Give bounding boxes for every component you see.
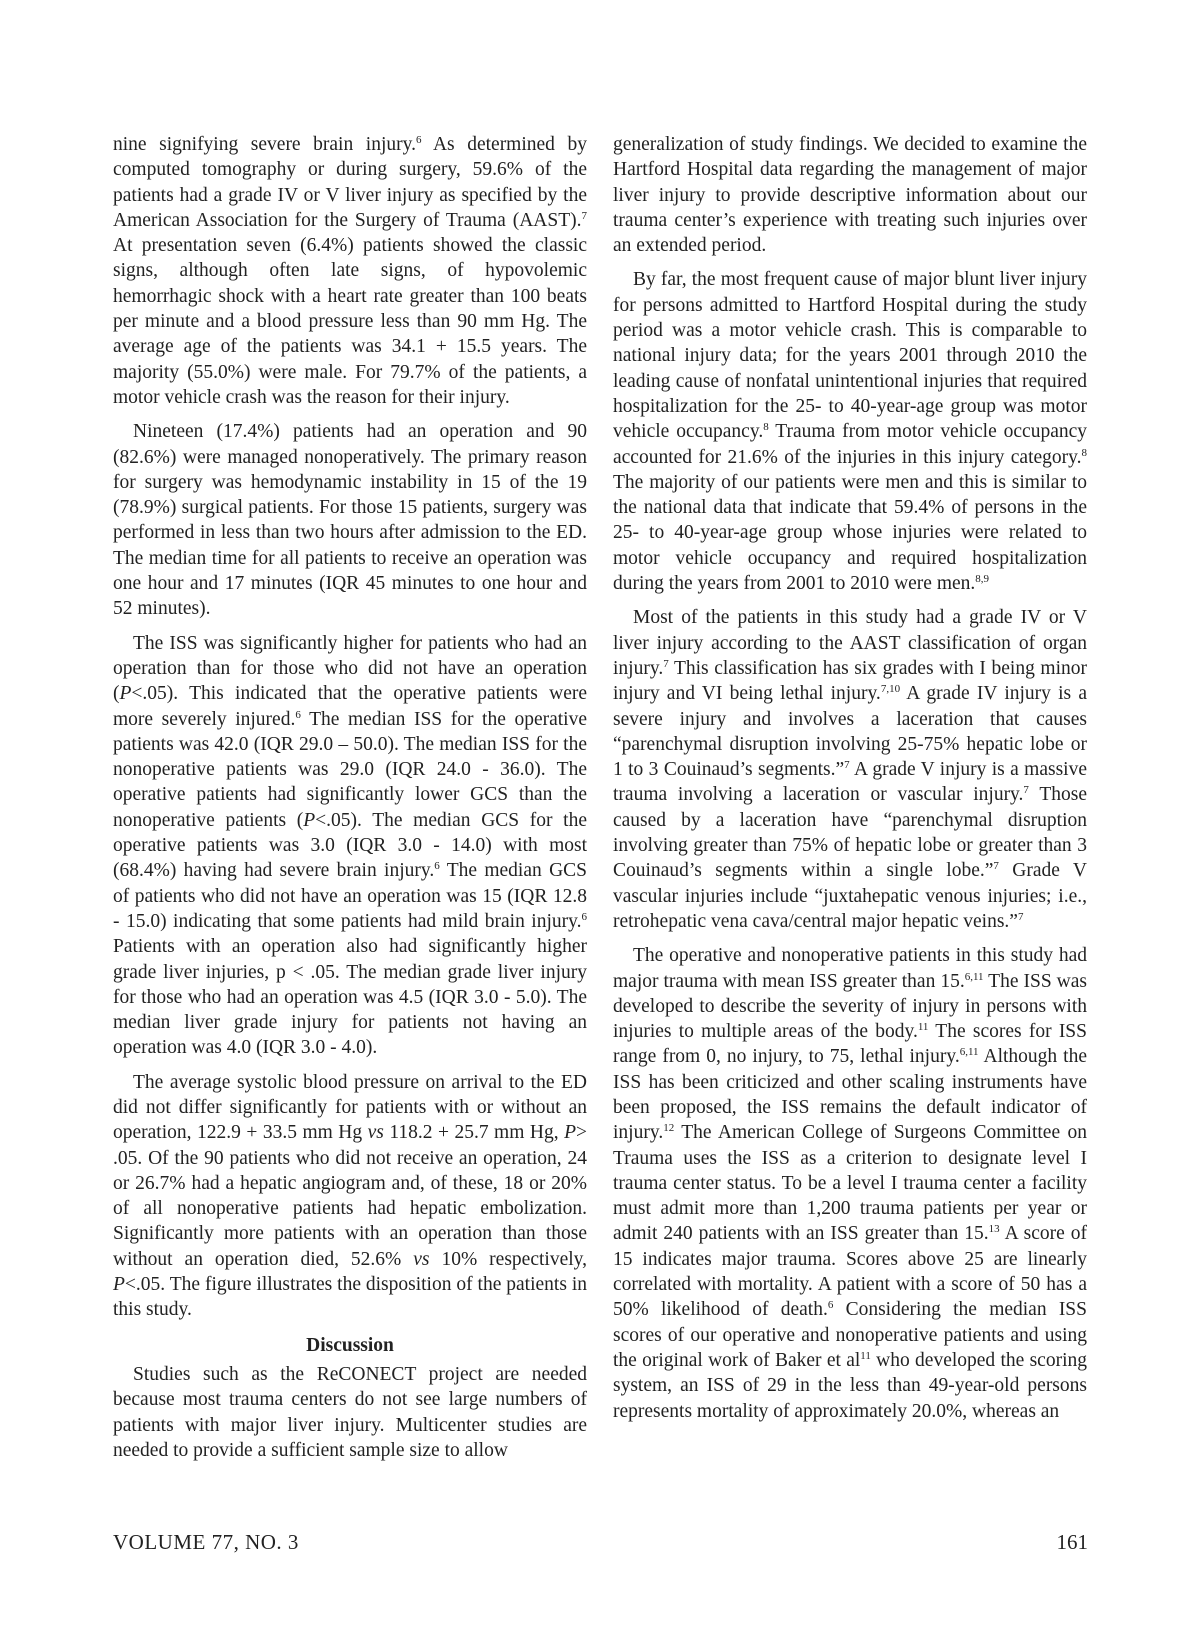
citation: 13 — [988, 1223, 1000, 1236]
paragraph: By far, the most frequent cause of major blunt liver injury for persons admitted to Hartford Hospital during the study period was a motor vehicle crash. This is comparable to national injury data; for the years 2001 through 2010 the leading cause of nonfatal unintentional injuries that required hospitalization for the 25- to 40-year-age group was motor vehicle occupancy.$^8$ Trauma from motor vehicle occupancy accounted for 21.6% of the injuries in this injury category.$^8$ The majority of our patients were men and this is similar to the national data that indicate that 59.4% of persons in the 25- to 40-year-age group whose injuries were related to motor vehicle occupancy and required hospitalization during the years from 2001 to 2010 were men.$^{8,9}$ — [613, 269, 1088, 595]
paragraph: The average systolic blood pressure on arrival to the ED did not differ significantly for patients with or without an operation, 122.9 + 33.5 mm Hg vs 118.2 + 25.7 mm Hg, P> .05. Of the 90 patients who did not receive an operation, 24 or 26.7% had a hepatic angiogram and, of these, 18 or 20% of all nonoperative patients had hepatic embolization. Significantly more patients with an operation than those without an operation died, 52.6% vs 10% respectively, P<.05. The figure illustrates the disposition of the patients in this study. — [113, 1071, 587, 1321]
citation: 7 — [663, 657, 669, 670]
paragraph: Nineteen (17.4%) patients had an operation and 90 (82.6%) were managed nonoperatively. The primary reason for surgery was hemodynamic instability in 15 of the 19 (78.9%) surgical patients. For those 15 patients, surgery was performed in less than two hours after admission to the ED. The median time for all patients to receive an operation was one hour and 17 minutes (IQR 45 minutes to one hour and 52 minutes). — [113, 421, 587, 620]
citation: 7 — [1017, 910, 1024, 923]
citation: 6 — [827, 1299, 834, 1312]
citation: 7 — [1023, 784, 1029, 797]
paragraph: nine signifying severe brain injury.$^6$ As determined by computed tomography or during surgery, 59.6% of the patients had a grade IV or V liver injury as specified by the American Association for the Surgery of Trauma (AAST).$^7$ At presentation seven (6.4%) patients showed the classic signs, although often late signs, of hypovolemic hemorrhagic shock with a heart rate greater than 100 beats per minute and a blood pressure less than 90 mm Hg. The average age of the patients was 34.1 + 15.5 years. The majority (55.0%) were male. For 79.7% of the patients, a motor vehicle crash was the reason for their injury. — [113, 134, 587, 408]
citation: 6 — [434, 860, 440, 873]
paragraph: Most of the patients in this study had a grade IV or V liver injury according to the AAST classification of organ injury.$^7$ This classification has six grades with I being minor injury and VI being lethal injury.$^{7,10}$ A grade IV injury is a severe injury and involves a laceration that causes “parenchymal disruption involving 25-75% hepatic lobe or 1 to 3 Couinaud’s segments.”$^7$ A grade V injury is a massive trauma involving a laceration or vascular injury.$^7$ Those caused by a laceration have “parenchymal disruption involving greater than 75% of hepatic lobe or greater than 3 Couinaud’s segments within a single lobe.”$^7$ Grade V vascular injuries include “juxtahepatic venous injuries; i.e., retrohepatic vena cava/central major hepatic veins.”$^7$ — [613, 607, 1087, 932]
citation: 6,11 — [964, 970, 984, 983]
citation: 11 — [917, 1021, 929, 1034]
citation: 7 — [844, 759, 850, 772]
page-number: 161 — [1056, 1530, 1088, 1554]
citation: 7 — [993, 860, 999, 873]
paragraph: The operative and nonoperative patients in this study had major trauma with mean ISS greater than 15.$^{6,11}$ The ISS was developed to describe the severity of injury in persons with injuries to multiple areas of the body.$^{11}$ The scores for ISS range from 0, no injury, to 75, lethal injury.$^{6,11}$ Although the ISS has been criticized and other scaling instruments have been proposed, the ISS remains the default indicator of injury.$^{12}$ The American College of Surgeons Committee on Trauma uses the ISS as a criterion to designate level I trauma center status. To be a level I trauma center a facility must admit more than 1,200 trauma patients per year or admit 240 patients with an ISS greater than 15.13 A score of 15 indicates major trauma. Scores above 25 are linearly correlated with mortality. A patient with a score of 50 has a 50% likelihood of death.$^6$ Considering the median ISS scores of our operative and nonoperative patients and using the original work of Baker et $al^{11}$ who developed the scoring system, an ISS of 29 in the less than 49-year-old persons represents mortality of approximately 20.0%, whereas an — [613, 945, 1088, 1422]
citation: 6 — [581, 910, 587, 923]
paragraph: Studies such as the ReCONECT project are needed because most trauma centers do not see large numbers of patients with major liver injury. Multicenter studies are needed to provide a sufficient sample size to allow — [113, 1363, 587, 1461]
citation: 8 — [1081, 446, 1087, 459]
citation: 11 — [860, 1349, 871, 1362]
citation: 6 — [415, 134, 422, 146]
citation: 7,10 — [880, 683, 901, 696]
citation: 12 — [663, 1122, 675, 1135]
citation: 7 — [581, 209, 587, 222]
citation: 6 — [295, 708, 301, 721]
citation: 8 — [763, 421, 769, 434]
citation: 6,11 — [959, 1046, 979, 1059]
citation: 8,9 — [975, 573, 990, 586]
journal-volume: VOLUME 77, NO. 3 — [113, 1530, 299, 1554]
right-column — [613, 132, 1087, 1433]
paragraph: The ISS was significantly higher for patients who had an operation than for those who did not have an operation (P<.05). This indicated that the operative patients were more severely injured.$^6$ The median ISS for the operative patients was 42.0 (IQR 29.0 – 50.0). The median ISS for the nonoperative patients was 29.0 (IQR 24.0 - 36.0). The operative patients had significantly lower GCS than the nonoperative patients (P<.05). The median GCS for the operative patients was 3.0 (IQR 3.0 - 14.0) with most (68.4%) having had severe brain injury.$^6$ The median GCS of patients who did not have an operation was 15 (IQR 12.8 - 15.0) indicating that some patients had mild brain injury.$^6$ Patients with an operation also had significantly higher grade liver injuries, p < .05. The median grade liver injury for those who had an operation was 4.5 (IQR 3.0 - 5.0). The median liver grade injury for patients not having an operation was 4.0 (IQR 3.0 - 4.0). — [113, 632, 588, 1059]
paragraph: generalization of study findings. We decided to examine the Hartford Hospital data regarding the management of major liver injury to provide descriptive information about our trauma center’s experience with treating such injuries over an extended period. — [613, 134, 1087, 257]
section-heading: Discussion — [306, 1334, 394, 1356]
left-column — [113, 132, 587, 1472]
